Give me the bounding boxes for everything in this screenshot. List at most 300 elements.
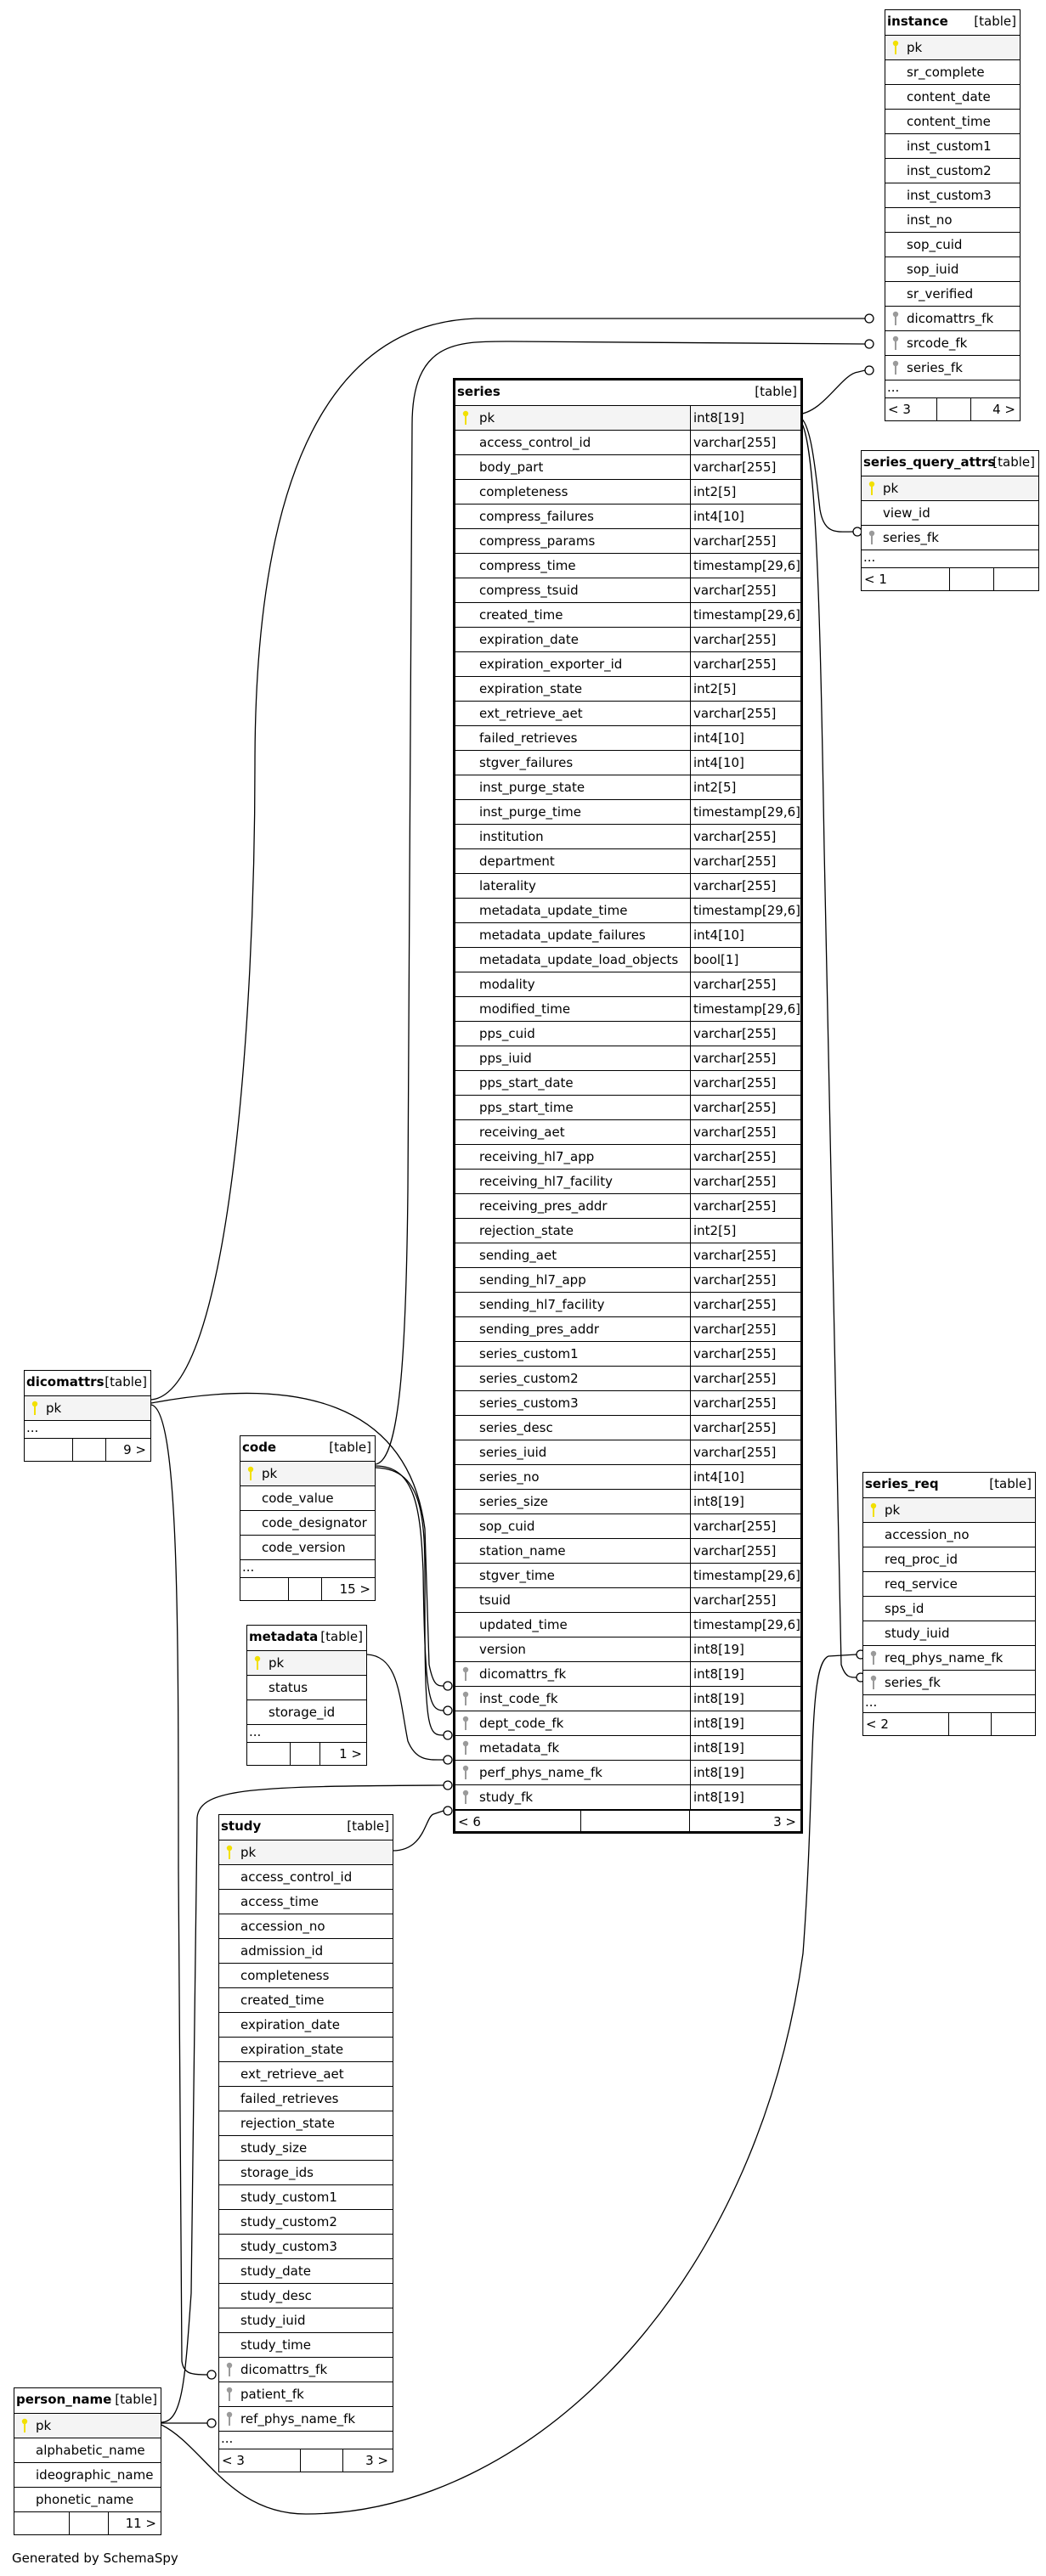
column-name: department <box>479 854 555 869</box>
edge-instance-series <box>797 370 865 414</box>
column-row[interactable] <box>455 1219 800 1243</box>
children-count[interactable]: 9 > <box>123 1442 146 1457</box>
column-row[interactable] <box>455 1711 800 1736</box>
column-name: pps_start_time <box>479 1100 574 1115</box>
column-name: code_version <box>262 1540 346 1555</box>
column-name: series_custom1 <box>479 1346 579 1361</box>
column-row[interactable] <box>219 2087 393 2111</box>
column-list <box>885 36 1020 380</box>
column-row[interactable] <box>455 1736 800 1761</box>
column-name: sending_hl7_facility <box>479 1297 605 1312</box>
column-type: varchar[255] <box>690 431 800 454</box>
column-type: int8[19] <box>690 1711 800 1735</box>
column-row[interactable] <box>219 1890 393 1914</box>
column-row[interactable] <box>455 1539 800 1564</box>
column-row[interactable] <box>455 1170 800 1194</box>
column-type: varchar[255] <box>690 874 800 898</box>
column-row[interactable] <box>885 134 1020 159</box>
column-row[interactable] <box>885 307 1020 331</box>
foreign-key-icon <box>461 1790 470 1805</box>
column-row[interactable] <box>219 2259 393 2284</box>
foreign-key-icon <box>225 2411 234 2427</box>
column-name: modality <box>479 977 535 992</box>
column-row[interactable] <box>219 2284 393 2308</box>
table-header <box>455 380 800 406</box>
column-row[interactable] <box>455 1761 800 1785</box>
primary-key-icon <box>20 2418 29 2433</box>
column-name: dicomattrs_fk <box>479 1666 567 1682</box>
column-row[interactable] <box>219 1988 393 2013</box>
column-row[interactable] <box>219 2111 393 2136</box>
column-name: created_time <box>479 607 563 623</box>
table-series-query-attrs[interactable] <box>861 450 1039 591</box>
column-name: sr_verified <box>907 286 974 302</box>
table-footer <box>240 1577 375 1600</box>
column-name: sop_cuid <box>479 1519 535 1534</box>
column-name: inst_custom2 <box>907 163 992 178</box>
column-row[interactable] <box>862 476 1038 501</box>
column-row[interactable] <box>455 1096 800 1120</box>
column-name: sop_cuid <box>907 237 963 252</box>
column-row[interactable] <box>219 2358 393 2382</box>
column-row[interactable] <box>240 1462 375 1486</box>
column-row[interactable] <box>455 972 800 997</box>
column-name: receiving_aet <box>479 1125 565 1140</box>
column-row[interactable] <box>885 257 1020 282</box>
column-row[interactable] <box>455 603 800 628</box>
column-row[interactable] <box>455 1662 800 1687</box>
column-name: dept_code_fk <box>479 1716 564 1731</box>
table-name: series_query_attrs <box>863 454 996 470</box>
column-row[interactable] <box>455 578 800 603</box>
column-type: int8[19] <box>690 1490 800 1513</box>
table-type: [table] <box>347 1818 389 1834</box>
column-row[interactable] <box>219 2161 393 2185</box>
column-name: receiving_pres_addr <box>479 1198 608 1214</box>
column-name: inst_purge_time <box>479 804 581 820</box>
column-name: study_iuid <box>885 1626 950 1641</box>
column-row[interactable] <box>863 1646 1035 1671</box>
column-name: version <box>479 1642 526 1657</box>
table-metadata[interactable] <box>246 1625 367 1766</box>
column-row[interactable] <box>455 874 800 899</box>
column-row[interactable] <box>885 60 1020 85</box>
column-row[interactable] <box>455 1785 800 1810</box>
column-row[interactable] <box>219 2333 393 2358</box>
column-name: storage_id <box>269 1705 336 1720</box>
column-row[interactable] <box>219 2235 393 2259</box>
column-type: varchar[255] <box>690 1268 800 1292</box>
children-count[interactable]: 3 > <box>365 2453 388 2468</box>
column-type: timestamp[29,6] <box>690 899 800 922</box>
column-list <box>862 476 1038 550</box>
foreign-key-icon <box>461 1691 470 1706</box>
column-type: varchar[255] <box>690 1170 800 1193</box>
column-name: compress_params <box>479 533 596 549</box>
column-row[interactable] <box>240 1486 375 1511</box>
column-row[interactable] <box>455 1120 800 1145</box>
edge-seriesreq-series <box>797 418 857 1677</box>
column-name: req_service <box>885 1576 958 1592</box>
column-name: series_fk <box>907 360 963 375</box>
column-row[interactable] <box>455 751 800 775</box>
column-name: laterality <box>479 878 536 893</box>
table-type: [table] <box>989 1476 1032 1491</box>
column-row[interactable] <box>455 1071 800 1096</box>
column-row[interactable] <box>240 1511 375 1536</box>
column-name: series_size <box>479 1494 549 1509</box>
column-name: compress_time <box>479 558 576 573</box>
column-name: alphabetic_name <box>36 2443 145 2458</box>
column-row[interactable] <box>863 1523 1035 1547</box>
column-row[interactable] <box>219 1914 393 1939</box>
column-row[interactable] <box>455 1342 800 1367</box>
column-type: varchar[255] <box>690 1293 800 1316</box>
column-name: receiving_hl7_app <box>479 1149 595 1164</box>
column-list <box>14 2414 161 2512</box>
column-row[interactable] <box>862 526 1038 550</box>
column-row[interactable] <box>885 331 1020 356</box>
column-row[interactable] <box>863 1547 1035 1572</box>
column-row[interactable] <box>14 2488 161 2512</box>
column-row[interactable] <box>455 1293 800 1317</box>
column-row[interactable] <box>455 652 800 677</box>
column-row[interactable] <box>455 1391 800 1416</box>
column-name: metadata_update_failures <box>479 927 646 943</box>
column-row[interactable] <box>863 1498 1035 1523</box>
column-row[interactable] <box>862 501 1038 526</box>
column-row[interactable] <box>219 2136 393 2161</box>
column-row[interactable] <box>455 1564 800 1588</box>
column-row[interactable] <box>885 85 1020 110</box>
column-row[interactable] <box>247 1651 366 1676</box>
column-row[interactable] <box>14 2463 161 2488</box>
column-list <box>240 1462 375 1560</box>
column-name: ideographic_name <box>36 2467 154 2483</box>
column-type: int4[10] <box>690 1465 800 1489</box>
column-row[interactable] <box>455 1490 800 1514</box>
column-row[interactable] <box>885 282 1020 307</box>
column-row[interactable] <box>14 2438 161 2463</box>
children-count[interactable]: 4 > <box>992 402 1015 417</box>
table-footer <box>219 2449 393 2472</box>
column-type: varchar[255] <box>690 702 800 725</box>
column-row[interactable] <box>455 406 800 431</box>
column-name: failed_retrieves <box>240 2091 339 2106</box>
foreign-key-icon <box>869 1675 878 1690</box>
parents-count[interactable]: < 2 <box>866 1716 889 1732</box>
column-row[interactable] <box>14 2414 161 2438</box>
primary-key-icon <box>31 1401 39 1416</box>
column-name: pk <box>479 410 495 426</box>
column-row[interactable] <box>455 825 800 849</box>
column-list <box>25 1396 150 1421</box>
column-type: varchar[255] <box>690 1194 800 1218</box>
column-type: varchar[255] <box>690 628 800 651</box>
column-name: sr_complete <box>907 65 985 80</box>
column-row[interactable] <box>455 948 800 972</box>
column-row[interactable] <box>455 1194 800 1219</box>
generated-by-label: Generated by SchemaSpy <box>12 2551 178 2566</box>
column-name: station_name <box>479 1543 566 1559</box>
column-name: sop_iuid <box>907 262 959 277</box>
column-row[interactable] <box>219 2382 393 2407</box>
column-row[interactable] <box>455 1514 800 1539</box>
column-name: institution <box>479 829 544 844</box>
foreign-key-icon <box>225 2387 234 2402</box>
table-name: person_name <box>16 2392 112 2407</box>
table-code[interactable] <box>240 1435 376 1601</box>
column-name: content_time <box>907 114 991 129</box>
column-name: pk <box>907 40 923 55</box>
column-name: content_date <box>907 89 991 104</box>
more-columns-ellipsis: ... <box>242 1559 255 1575</box>
children-count[interactable]: 3 > <box>773 1814 796 1829</box>
column-row[interactable] <box>219 2013 393 2038</box>
column-row[interactable] <box>455 504 800 529</box>
children-count[interactable]: 15 > <box>339 1581 370 1597</box>
column-row[interactable] <box>455 1588 800 1613</box>
column-row[interactable] <box>455 677 800 702</box>
table-name: dicomattrs <box>26 1374 105 1389</box>
column-name: pps_start_date <box>479 1075 574 1091</box>
column-row[interactable] <box>455 628 800 652</box>
column-name: study_time <box>240 2337 311 2353</box>
edge-series-study <box>393 1811 444 1851</box>
column-row[interactable] <box>219 2407 393 2432</box>
column-name: stgver_time <box>479 1568 555 1583</box>
column-row[interactable] <box>885 356 1020 380</box>
column-name: completeness <box>240 1968 330 1983</box>
column-type: varchar[255] <box>690 1145 800 1169</box>
table-name: code <box>242 1440 277 1455</box>
column-name: sending_hl7_app <box>479 1272 586 1288</box>
column-type: varchar[255] <box>690 455 800 479</box>
column-row[interactable] <box>455 899 800 923</box>
parents-count[interactable]: < 6 <box>458 1814 481 1829</box>
more-columns-ellipsis: ... <box>887 380 900 395</box>
table-type: [table] <box>992 454 1035 470</box>
column-row[interactable] <box>455 1022 800 1046</box>
column-type: varchar[255] <box>690 1588 800 1612</box>
table-instance[interactable] <box>885 9 1021 421</box>
column-name: sps_id <box>885 1601 924 1616</box>
table-footer <box>863 1712 1035 1735</box>
column-name: pk <box>885 1502 901 1518</box>
column-type: varchar[255] <box>690 1071 800 1095</box>
column-name: study_custom1 <box>240 2190 337 2205</box>
table-name: study <box>221 1818 262 1834</box>
column-row[interactable] <box>455 1613 800 1637</box>
children-count[interactable]: 1 > <box>339 1746 362 1761</box>
column-name: view_id <box>883 505 930 521</box>
column-list <box>863 1498 1035 1695</box>
column-type: varchar[255] <box>690 652 800 676</box>
table-footer <box>25 1438 150 1461</box>
column-name: compress_tsuid <box>479 583 579 598</box>
column-type: varchar[255] <box>690 1120 800 1144</box>
foreign-key-icon <box>869 1650 878 1666</box>
column-type: varchar[255] <box>690 972 800 996</box>
column-type: varchar[255] <box>690 1243 800 1267</box>
column-name: storage_ids <box>240 2165 314 2180</box>
column-name: metadata_update_time <box>479 903 628 918</box>
primary-key-icon <box>891 40 900 55</box>
column-name: rejection_state <box>479 1223 574 1238</box>
column-row[interactable] <box>240 1536 375 1560</box>
column-type: varchar[255] <box>690 1342 800 1366</box>
table-header <box>240 1436 375 1462</box>
column-type: int8[19] <box>690 1637 800 1661</box>
table-name: metadata <box>249 1629 319 1644</box>
column-name: inst_custom1 <box>907 138 992 154</box>
column-row[interactable] <box>219 2210 393 2235</box>
edge-study-dicomattrs <box>151 1405 207 2375</box>
column-row[interactable] <box>455 1367 800 1391</box>
column-type: int2[5] <box>690 1219 800 1243</box>
column-row[interactable] <box>455 800 800 825</box>
column-row[interactable] <box>455 702 800 726</box>
column-name: series_fk <box>885 1675 941 1690</box>
column-row[interactable] <box>455 1465 800 1490</box>
column-row[interactable] <box>455 997 800 1022</box>
column-name: req_proc_id <box>885 1552 958 1567</box>
column-type: varchar[255] <box>690 1367 800 1390</box>
column-type: varchar[255] <box>690 825 800 848</box>
column-row[interactable] <box>455 1317 800 1342</box>
column-name: study_custom2 <box>240 2214 337 2229</box>
column-row[interactable] <box>863 1572 1035 1597</box>
column-row[interactable] <box>885 36 1020 60</box>
parents-count[interactable]: < 3 <box>222 2453 245 2468</box>
column-row[interactable] <box>219 2185 393 2210</box>
column-type: varchar[255] <box>690 1317 800 1341</box>
column-row[interactable] <box>455 1243 800 1268</box>
table-header <box>863 1473 1035 1498</box>
column-row[interactable] <box>219 1840 393 1865</box>
column-row[interactable] <box>219 2038 393 2062</box>
column-name: rejection_state <box>240 2116 335 2131</box>
column-type: int8[19] <box>690 1785 800 1809</box>
column-name: body_part <box>479 459 544 475</box>
column-name: metadata_fk <box>479 1740 560 1756</box>
column-row[interactable] <box>885 233 1020 257</box>
column-row[interactable] <box>885 208 1020 233</box>
foreign-key-icon <box>461 1740 470 1756</box>
column-name: ext_retrieve_aet <box>240 2066 344 2082</box>
column-row[interactable] <box>247 1700 366 1725</box>
column-row[interactable] <box>455 923 800 948</box>
column-name: failed_retrieves <box>479 730 578 746</box>
column-name: series_custom2 <box>479 1371 579 1386</box>
column-row[interactable] <box>863 1671 1035 1695</box>
column-row[interactable] <box>885 110 1020 134</box>
column-row[interactable] <box>455 480 800 504</box>
parents-count[interactable]: < 3 <box>888 402 911 417</box>
column-name: admission_id <box>240 1943 324 1959</box>
column-name: pk <box>262 1466 278 1481</box>
table-header <box>885 10 1020 36</box>
column-type: int8[19] <box>690 1662 800 1686</box>
column-row[interactable] <box>455 554 800 578</box>
column-row[interactable] <box>885 159 1020 183</box>
column-row[interactable] <box>455 431 800 455</box>
table-person-name[interactable] <box>14 2387 161 2535</box>
foreign-key-icon <box>868 530 876 545</box>
column-name: status <box>269 1680 308 1695</box>
table-study[interactable] <box>218 1814 393 2472</box>
column-name: ref_phys_name_fk <box>240 2411 356 2427</box>
column-name: dicomattrs_fk <box>240 2362 328 2377</box>
column-row[interactable] <box>455 455 800 480</box>
column-row[interactable] <box>455 1440 800 1465</box>
parents-count[interactable]: < 1 <box>864 572 887 587</box>
column-name: access_time <box>240 1894 319 1909</box>
table-footer <box>14 2512 161 2534</box>
column-name: sending_pres_addr <box>479 1322 600 1337</box>
column-type: int4[10] <box>690 726 800 750</box>
column-row[interactable] <box>455 726 800 751</box>
table-type: [table] <box>974 14 1016 29</box>
column-row[interactable] <box>455 1687 800 1711</box>
column-type: timestamp[29,6] <box>690 800 800 824</box>
table-dicomattrs[interactable] <box>24 1370 151 1462</box>
column-row[interactable] <box>219 1865 393 1890</box>
column-row[interactable] <box>455 1145 800 1170</box>
column-type: timestamp[29,6] <box>690 1613 800 1637</box>
column-row[interactable] <box>863 1621 1035 1646</box>
table-header <box>862 451 1038 476</box>
column-name: pps_iuid <box>479 1051 532 1066</box>
column-row[interactable] <box>219 2308 393 2333</box>
edge-series-deptcode <box>376 1468 444 1735</box>
column-row[interactable] <box>885 183 1020 208</box>
column-row[interactable] <box>455 775 800 800</box>
edge-series-metadata <box>367 1654 444 1760</box>
column-row[interactable] <box>455 1637 800 1662</box>
column-row[interactable] <box>247 1676 366 1700</box>
table-series-req[interactable] <box>862 1472 1036 1736</box>
primary-key-icon <box>253 1655 262 1671</box>
foreign-key-icon <box>461 1666 470 1682</box>
column-row[interactable] <box>863 1597 1035 1621</box>
column-type: varchar[255] <box>690 1539 800 1563</box>
column-list <box>455 406 800 1810</box>
column-row[interactable] <box>455 1046 800 1071</box>
column-type: varchar[255] <box>690 1391 800 1415</box>
column-type: varchar[255] <box>690 1514 800 1538</box>
children-count[interactable]: 11 > <box>125 2516 156 2531</box>
column-name: study_fk <box>479 1790 534 1805</box>
more-columns-ellipsis: ... <box>865 1694 878 1710</box>
column-row[interactable] <box>219 1964 393 1988</box>
column-row[interactable] <box>455 1416 800 1440</box>
column-row[interactable] <box>219 1939 393 1964</box>
column-name: pk <box>240 1845 257 1860</box>
column-row[interactable] <box>25 1396 150 1421</box>
more-columns-ellipsis: ... <box>26 1420 39 1435</box>
column-row[interactable] <box>455 849 800 874</box>
table-series[interactable] <box>453 378 803 1834</box>
column-name: expiration_state <box>240 2042 344 2057</box>
table-type: [table] <box>105 1374 147 1389</box>
column-name: expiration_state <box>479 681 583 696</box>
column-row[interactable] <box>455 1268 800 1293</box>
column-row[interactable] <box>455 529 800 554</box>
column-type: int4[10] <box>690 923 800 947</box>
column-name: sending_aet <box>479 1248 557 1263</box>
column-row[interactable] <box>219 2062 393 2087</box>
